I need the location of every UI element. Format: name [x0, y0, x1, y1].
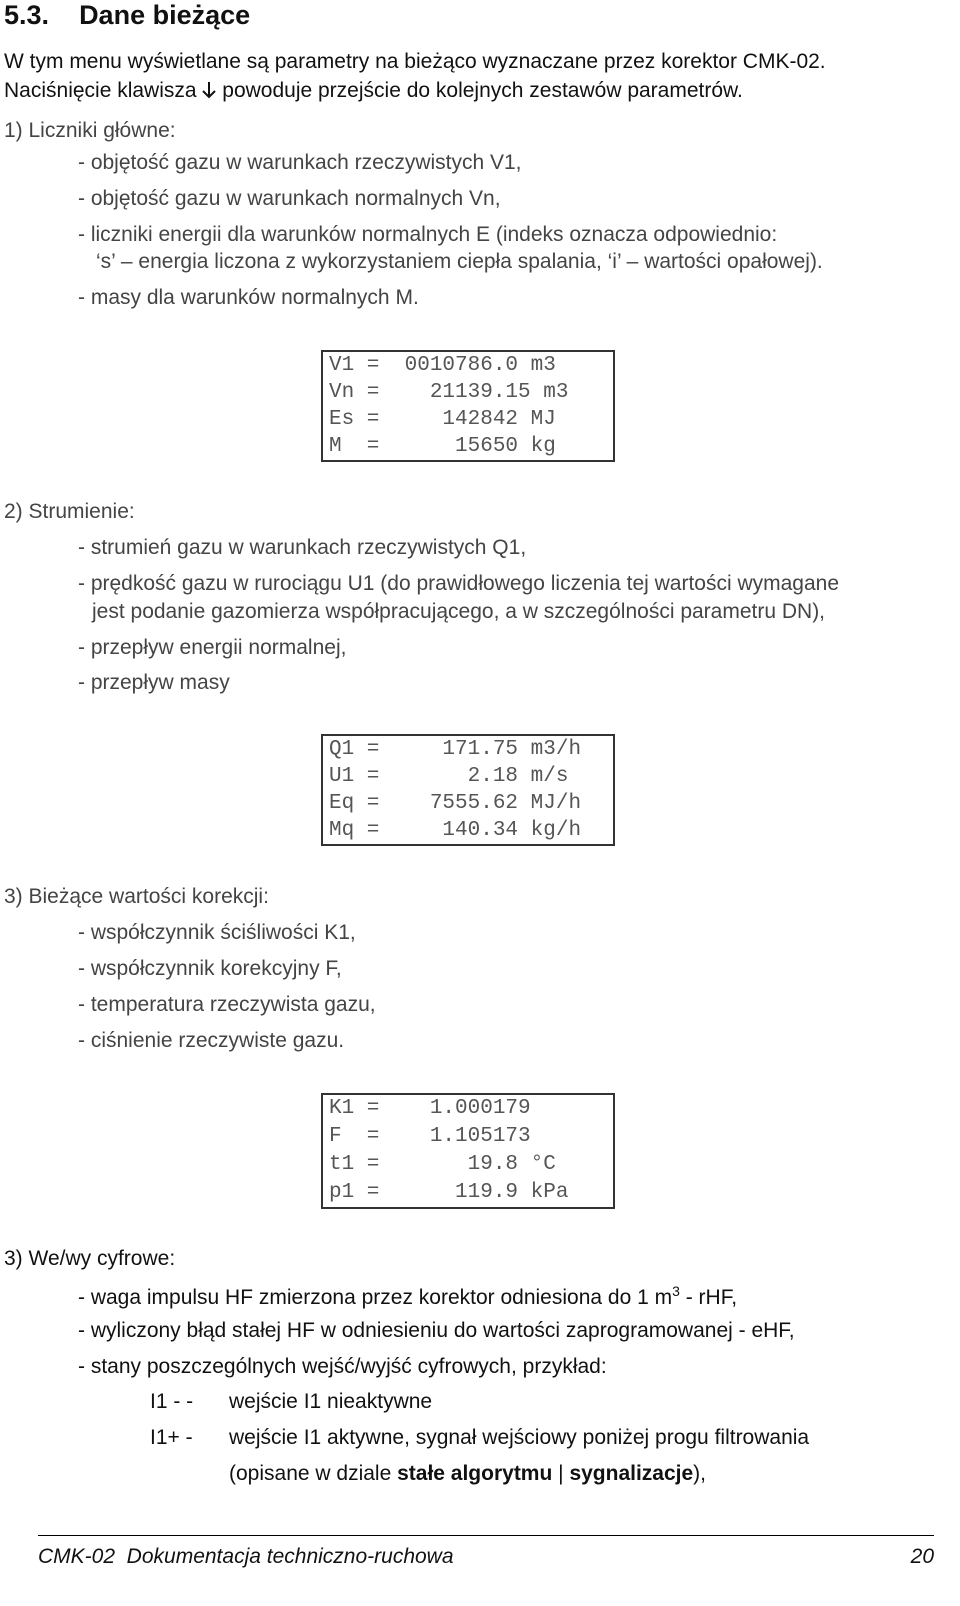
- lcd-row: Eq = 7555.62 MJ/h: [329, 792, 582, 815]
- group1-item: ‘s’ – energia liczona z wykorzystaniem ciepła spalania, ‘i’ – wartości opałowej).: [96, 250, 823, 273]
- lcd-display-1: [321, 350, 615, 462]
- footer-rule: [38, 1535, 934, 1536]
- lcd-display-3: [321, 1093, 615, 1209]
- group4-heading: 3) We/wy cyfrowe:: [4, 1247, 176, 1270]
- superscript: 3: [672, 1283, 680, 1299]
- example-2-cont-end: ),: [693, 1462, 706, 1485]
- group4-item-3: - stany poszczególnych wejść/wyjść cyfrowych, przykład:: [78, 1355, 607, 1378]
- intro-line-2: [4, 79, 743, 103]
- group3-item: - współczynnik korekcyjny F,: [78, 957, 342, 980]
- example-1-desc: wejście I1 nieaktywne: [229, 1390, 433, 1413]
- footer-title: CMK-02 Dokumentacja techniczno-ruchowa: [38, 1545, 454, 1568]
- footer-page-number: 20: [910, 1545, 934, 1568]
- lcd-row: K1 = 1.000179: [329, 1097, 531, 1120]
- section-number: 5.3.: [4, 0, 50, 30]
- example-2-separator: |: [552, 1462, 570, 1485]
- lcd-row: M = 15650 kg: [329, 435, 556, 458]
- group3-item: - ciśnienie rzeczywiste gazu.: [78, 1029, 345, 1052]
- group2-item: - przepływ masy: [78, 671, 230, 694]
- lcd-row: F = 1.105173: [329, 1125, 531, 1148]
- lcd-row: p1 = 119.9 kPa: [329, 1181, 569, 1204]
- group1-item: - masy dla warunków normalnych M.: [78, 286, 419, 309]
- group3-item: - współczynnik ściśliwości K1,: [78, 921, 356, 944]
- group3-heading: 3) Bieżące wartości korekcji:: [4, 885, 269, 908]
- group4-item-2: - wyliczony błąd stałej HF w odniesieniu do wartości zaprogramowanej - eHF,: [78, 1319, 795, 1342]
- lcd-row: U1 = 2.18 m/s: [329, 765, 569, 788]
- group2-heading: 2) Strumienie:: [4, 500, 135, 523]
- group4-item-1-text: - waga impulsu HF zmierzona przez korektor odniesiona do 1 m: [78, 1286, 673, 1309]
- intro-line-2a: Naciśnięcie klawisza: [4, 79, 197, 102]
- lcd-row: Mq = 140.34 kg/h: [329, 819, 582, 842]
- lcd-row: Es = 142842 MJ: [329, 408, 556, 431]
- lcd-row: Vn = 21139.15 m3: [329, 381, 569, 404]
- group1-item: - liczniki energii dla warunków normalnych E (indeks oznacza odpowiednio:: [78, 223, 778, 246]
- group3-item: - temperatura rzeczywista gazu,: [78, 993, 376, 1016]
- group2-item: - strumień gazu w warunkach rzeczywistych Q1,: [78, 536, 527, 559]
- example-2-cont: [229, 1462, 706, 1486]
- group4-item-1-suffix: - rHF,: [679, 1286, 738, 1309]
- example-1-code: I1 - -: [150, 1390, 194, 1413]
- group2-item: - przepływ energii normalnej,: [78, 636, 347, 659]
- group2-item: - prędkość gazu w rurociągu U1 (do prawidłowego liczenia tej wartości wymagane: [78, 572, 840, 595]
- group1-item: - objętość gazu w warunkach rzeczywistych V1,: [78, 151, 522, 174]
- example-2-bold-1: stałe algorytmu: [397, 1462, 553, 1485]
- intro-line-1: W tym menu wyświetlane są parametry na bieżąco wyznaczane przez korektor CMK-02.: [4, 50, 826, 73]
- intro-line-2b: powoduje przejście do kolejnych zestawów parametrów.: [222, 79, 743, 102]
- example-2-bold-2: sygnalizacje: [569, 1462, 694, 1485]
- lcd-row: t1 = 19.8 °C: [329, 1153, 556, 1176]
- section-title-text: Dane bieżące: [79, 0, 251, 30]
- section-title: [4, 0, 250, 31]
- lcd-row: Q1 = 171.75 m3/h: [329, 738, 582, 761]
- group2-item: jest podanie gazomierza współpracującego, a w szczególności parametru DN),: [92, 600, 826, 623]
- down-arrow-icon: [202, 79, 216, 103]
- group1-heading: 1) Liczniki główne:: [4, 119, 176, 142]
- group4-item-1: [78, 1283, 737, 1310]
- lcd-row: V1 = 0010786.0 m3: [329, 354, 556, 377]
- group1-item: - objętość gazu w warunkach normalnych Vn,: [78, 187, 501, 210]
- example-2-desc: wejście I1 aktywne, sygnał wejściowy poniżej progu filtrowania: [229, 1426, 810, 1449]
- example-2-cont-text: (opisane w dziale: [229, 1462, 398, 1485]
- example-2-code: I1+ -: [150, 1426, 193, 1449]
- lcd-display-2: [321, 734, 615, 846]
